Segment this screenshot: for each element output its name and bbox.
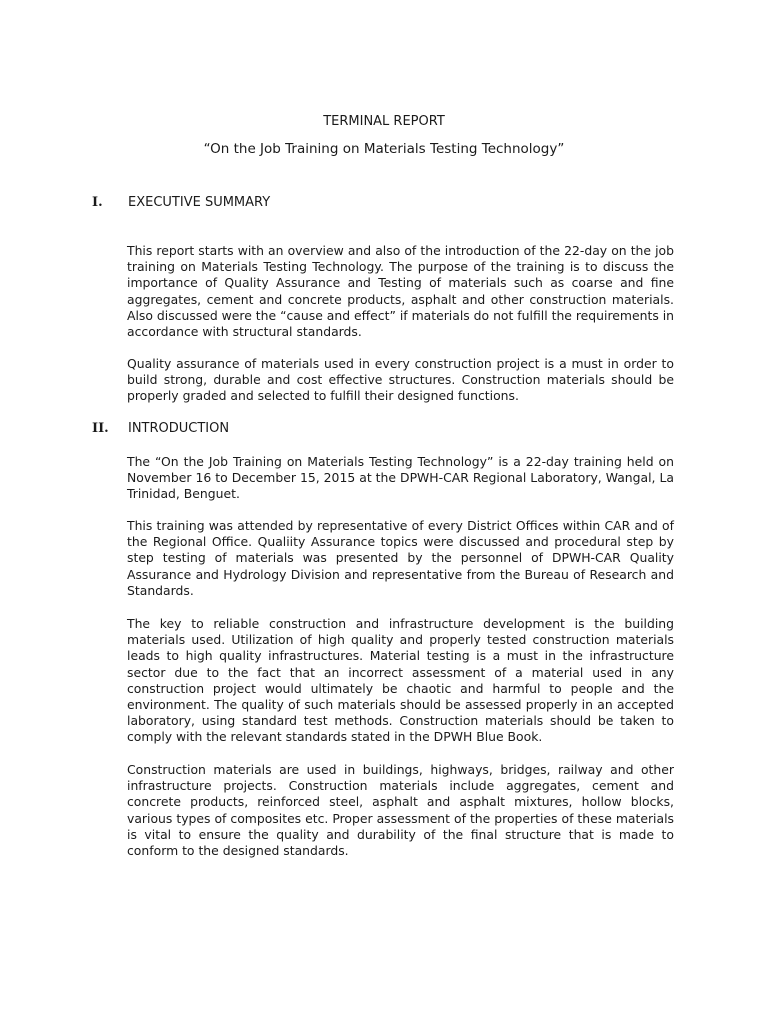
report-title: TERMINAL REPORT <box>323 114 445 129</box>
paragraph: The “On the Job Training on Materials Testing Technology” is a 22-day training held on November 16 to December 15, 2015 at the DPWH-CAR Regional Laboratory, Wangal, La Trinidad, Benguet. <box>127 454 674 502</box>
section-title: INTRODUCTION <box>128 421 230 436</box>
paragraph: Quality assurance of materials used in every construction project is a must in order to build strong, durable and cost effective structures. Construction materials should be properly graded and selected to fulfill their designed functions. <box>127 356 674 404</box>
section-number: I. <box>92 195 103 210</box>
section-number: II. <box>92 421 109 436</box>
section-title: EXECUTIVE SUMMARY <box>128 195 271 210</box>
paragraph: Construction materials are used in buildings, highways, bridges, railway and other infrastructure projects. Construction materials include aggregates, cement and concrete products, reinforced steel, asphalt and asphalt mixtures, hollow blocks, various types of composites etc. Proper assessment of the properties of these materials is vital to ensure the quality and durability of the final structure that is made to conform to the designed standards. <box>127 762 674 859</box>
paragraph: This training was attended by representative of every District Offices within CAR and of the Regional Office. Qualiity Assurance topics were discussed and procedural step by step testing of materials was presented by the personnel of DPWH-CAR Quality Assurance and Hydrology Division and representative from the Bureau of Research and Standards. <box>127 518 674 598</box>
paragraph: This report starts with an overview and also of the introduction of the 22-day on the job training on Materials Testing Technology. The purpose of the training is to discuss the importance of Quality Assurance and Testing of materials such as coarse and fine aggregates, cement and concrete products, asphalt and other construction materials. Also discussed were the “cause and effect” if materials do not fulfill the requirements in accordance with structural standards. <box>127 243 675 340</box>
report-subtitle: “On the Job Training on Materials Testing Technology” <box>203 141 565 157</box>
section-heading-introduction <box>92 421 229 436</box>
paragraph: The key to reliable construction and infrastructure development is the building materials used. Utilization of high quality and properly tested construction materials leads to high quality infrastructures. Material testing is a must in the infrastructure sector due to the fact that an incorrect assessment of a material used in any construction project would ultimately be chaotic and harmful to people and the environment. The quality of such materials should be assessed properly in an accepted laboratory, using standard test methods. Construction materials should be taken to comply with the relevant standards stated in the DPWH Blue Book. <box>127 616 674 745</box>
section-heading-executive-summary <box>92 195 270 210</box>
